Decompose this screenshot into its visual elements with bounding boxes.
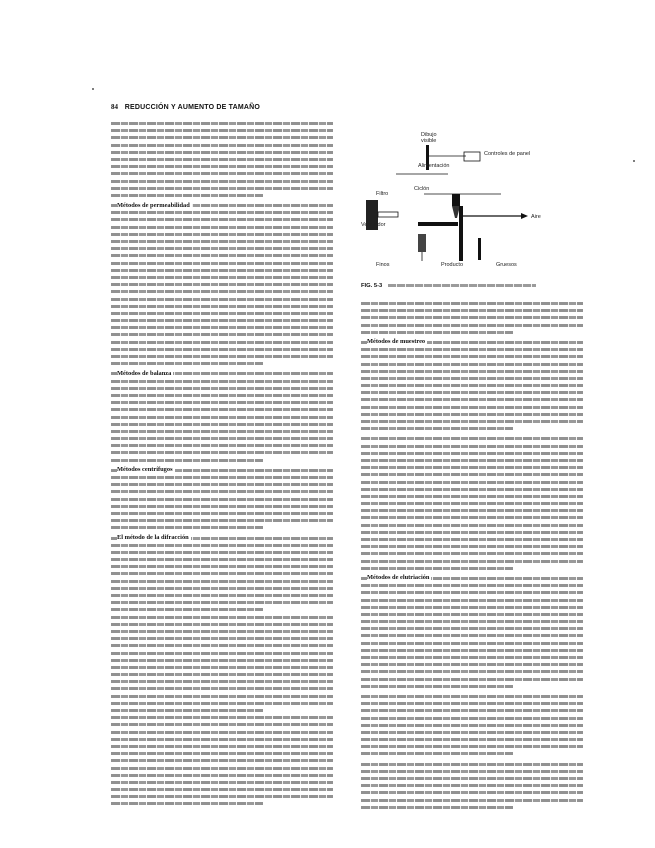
illegible-text-line [111,765,333,772]
illegible-text-line [111,635,333,642]
paragraph-run-in: El método de la difracción [117,534,189,541]
illegible-text-line [111,488,333,495]
illegible-text-line [111,317,333,324]
illegible-text-line [111,238,333,245]
illegible-text-line [361,683,583,690]
illegible-text-line [111,324,333,331]
illegible-text-line [111,496,333,503]
illegible-text-line [361,782,583,789]
illegible-text-line [111,252,333,259]
scan-speck [633,160,635,162]
illegible-text-line [111,378,333,385]
illegible-text-line [361,450,583,457]
illegible-text-line [361,722,583,729]
illegible-text-line [361,507,583,514]
illegible-text-line [111,303,333,310]
illegible-text-line [111,310,333,317]
illegible-text-line [361,693,583,700]
illegible-text-line [111,685,333,692]
chapter-title: REDUCCIÓN Y AUMENTO DE TAMAÑO [124,104,261,111]
illegible-text-line [111,163,333,170]
illegible-text-line [361,582,583,589]
illegible-caption [388,284,536,287]
illegible-text-line [111,474,333,481]
illegible-text-line [111,134,333,141]
illegible-text-line [111,331,333,338]
illegible-text-line [111,428,333,435]
illegible-text-line [361,346,583,353]
page-number: 84 [111,103,118,111]
illegible-text-line [111,570,333,577]
illegible-text-line [361,604,583,611]
illegible-text-line [111,772,333,779]
illegible-text-line [111,385,333,392]
illegible-text-line [361,625,583,632]
illegible-text-line [361,611,583,618]
illegible-text-line [361,647,583,654]
illegible-text-line [361,775,583,782]
illegible-text-line [111,414,333,421]
left-column [111,120,333,808]
illegible-text-line [361,668,583,675]
illegible-text-line [111,339,333,346]
illegible-text-line [111,671,333,678]
illegible-text-line [111,281,333,288]
illegible-text-line [111,714,333,721]
illegible-text-line [111,274,333,281]
illegible-text-line [111,657,333,664]
illegible-text-line [361,322,583,329]
illegible-text-line [111,750,333,757]
illegible-text-line [111,142,333,149]
fig-label-feed: Alimentación [418,163,450,169]
illegible-text-line [111,599,333,606]
fig-label-filter: Filtro [376,191,389,197]
illegible-text-line [361,589,583,596]
illegible-text-line [111,457,333,464]
right-column [361,300,583,811]
illegible-text-line [361,329,583,336]
fig-label-visible: visible [421,138,437,144]
illegible-text-line [111,406,333,413]
illegible-text-line [111,127,333,134]
illegible-text-line [111,650,333,657]
illegible-text-line [111,614,333,621]
illegible-text-line [111,267,333,274]
fig-label-air: Aire [531,214,541,220]
illegible-text-line [361,715,583,722]
illegible-text-line [111,202,333,209]
scan-speck [92,88,94,90]
illegible-text-line [111,442,333,449]
illegible-text-line [111,621,333,628]
illegible-text-line [361,404,583,411]
illegible-text-line [361,486,583,493]
fig-label-fan: Ventilador [361,222,386,228]
illegible-text-line [111,542,333,549]
illegible-text-line [111,585,333,592]
illegible-text-line [361,353,583,360]
illegible-text-line [361,676,583,683]
illegible-text-line [361,514,583,521]
illegible-text-line [361,382,583,389]
illegible-text-line [361,339,583,346]
illegible-text-line [361,565,583,572]
illegible-text-line [111,185,333,192]
illegible-text-line [111,421,333,428]
illegible-text-line [111,592,333,599]
illegible-text-line [111,510,333,517]
illegible-text-line [361,575,583,582]
illegible-text-line [111,524,333,531]
illegible-text-line [361,804,583,811]
illegible-text-line [111,435,333,442]
illegible-text-line [361,389,583,396]
illegible-text-line [111,549,333,556]
illegible-text-line [361,443,583,450]
illegible-text-line [361,522,583,529]
paragraph-run-in: Métodos de permeabilidad [117,201,190,209]
illegible-text-line [361,457,583,464]
illegible-text-line [361,597,583,604]
illegible-text-line [111,517,333,524]
illegible-text-line [111,346,333,353]
illegible-text-line [111,296,333,303]
illegible-text-line [361,375,583,382]
fig-label-dibujo: Dibujo [421,132,437,138]
paragraph-run-in: Métodos de muestreo [367,338,426,346]
illegible-text-line [111,721,333,728]
illegible-text-line [111,642,333,649]
illegible-text-line [111,678,333,685]
paragraph-run-in: Métodos centrífugos [117,466,173,474]
fig-label-coarse: Gruesos [496,262,517,268]
illegible-text-line [111,707,333,714]
illegible-text-line [111,757,333,764]
illegible-text-line [111,370,333,377]
illegible-text-line [361,500,583,507]
illegible-text-line [361,411,583,418]
illegible-text-line [111,700,333,707]
illegible-text-line [111,664,333,671]
illegible-text-line [111,245,333,252]
illegible-text-line [111,793,333,800]
illegible-text-line [361,425,583,432]
illegible-text-line [361,368,583,375]
illegible-text-line [111,392,333,399]
illegible-text-line [361,640,583,647]
illegible-text-line [361,700,583,707]
illegible-text-line [111,260,333,267]
illegible-text-line [111,209,333,216]
illegible-text-line [111,360,333,367]
illegible-text-line [361,558,583,565]
illegible-text-line [111,729,333,736]
classifier-diagram [356,128,586,276]
illegible-text-line [361,761,583,768]
illegible-text-line [111,535,333,542]
illegible-text-line [361,300,583,307]
illegible-text-line [361,750,583,757]
illegible-text-line [111,736,333,743]
illegible-text-line [111,556,333,563]
illegible-text-line [111,743,333,750]
illegible-text-line [361,479,583,486]
figure-id: FIG. 5-3 [361,283,383,289]
illegible-text-line [361,661,583,668]
illegible-text-line [111,563,333,570]
fig-label-control-panel: Controles de panel [484,151,531,157]
illegible-text-line [111,578,333,585]
running-head [111,103,260,111]
illegible-text-line [361,632,583,639]
illegible-text-line [361,464,583,471]
illegible-text-line [361,768,583,775]
illegible-text-line [111,399,333,406]
illegible-text-line [361,543,583,550]
illegible-text-line [111,606,333,613]
illegible-text-line [361,550,583,557]
illegible-text-line [361,493,583,500]
illegible-text-line [361,536,583,543]
illegible-text-line [111,192,333,199]
fig-label-fine: Finos [376,262,390,268]
illegible-text-line [361,797,583,804]
illegible-text-line [111,149,333,156]
illegible-text-line [111,288,333,295]
illegible-text-line [361,314,583,321]
illegible-text-line [111,503,333,510]
illegible-text-line [111,779,333,786]
illegible-text-line [361,307,583,314]
illegible-text-line [111,693,333,700]
illegible-text-line [361,361,583,368]
illegible-text-line [361,729,583,736]
illegible-text-line [361,529,583,536]
fig-label-product: Producto [441,262,464,268]
paragraph-run-in: Métodos de balanza [117,369,172,377]
illegible-text-line [361,618,583,625]
illegible-text-line [361,471,583,478]
illegible-text-line [111,628,333,635]
illegible-text-line [361,736,583,743]
illegible-text-line [361,707,583,714]
illegible-text-line [361,654,583,661]
illegible-text-line [111,449,333,456]
illegible-text-line [361,418,583,425]
illegible-text-line [111,481,333,488]
illegible-text-line [111,467,333,474]
illegible-text-line [111,216,333,223]
illegible-text-line [111,231,333,238]
illegible-text-line [361,789,583,796]
figure-caption [361,283,591,290]
illegible-text-line [111,120,333,127]
illegible-text-line [111,224,333,231]
illegible-text-line [111,353,333,360]
illegible-text-line [111,800,333,807]
illegible-text-line [111,786,333,793]
illegible-text-line [111,156,333,163]
fig-label-cyclone: Ciclón [414,186,430,192]
illegible-text-line [111,170,333,177]
paragraph-run-in: Métodos de elutriación [367,574,430,582]
illegible-text-line [361,435,583,442]
illegible-text-line [361,396,583,403]
illegible-text-line [361,743,583,750]
illegible-text-line [111,178,333,185]
